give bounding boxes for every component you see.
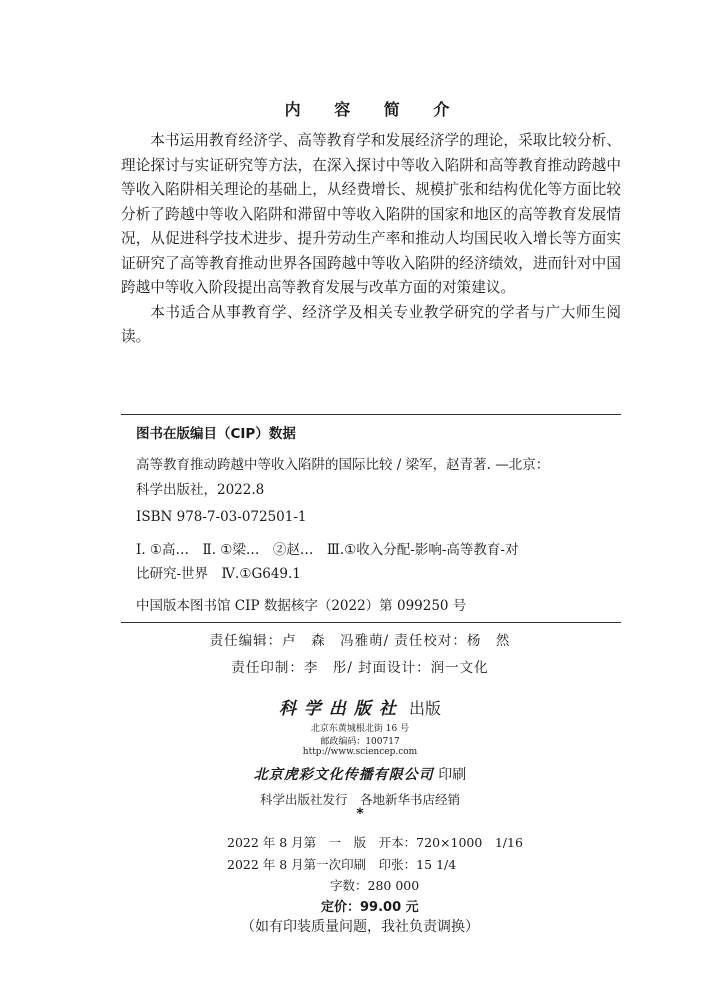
cip-entry-line-1: 高等教育推动跨越中等收入陷阱的国际比较 / 梁军，赵青著. —北京： xyxy=(136,457,550,473)
distribution-line: 科学出版社发行 各地新华书店经销 xyxy=(259,792,460,807)
publisher-url: http://www.sciencep.com xyxy=(302,747,418,757)
price: 定价：99.00 元 xyxy=(321,900,419,915)
cip-entry-line-2: 科学出版社，2022.8 xyxy=(136,482,265,498)
printer-line xyxy=(0,764,720,784)
credits-line-1: 责任编辑：卢 森 冯雅萌/ 责任校对：杨 然 xyxy=(209,633,511,649)
divider-bottom xyxy=(121,622,621,623)
publisher-address: 北京东黄城根北街 16 号 xyxy=(310,724,410,734)
publisher-line xyxy=(0,694,720,719)
publisher-postcode: 邮政编码：100717 xyxy=(320,737,400,747)
publisher-name: 科学出版社 xyxy=(278,699,404,719)
quality-notice: （如有印装质量问题，我社负责调换） xyxy=(241,919,479,935)
cip-isbn: ISBN 978-7-03-072501-1 xyxy=(136,509,307,525)
printer-name: 北京虎彩文化传播有限公司 xyxy=(253,767,434,783)
credits-line-2: 责任印制：李 彤/ 封面设计：润一文化 xyxy=(231,660,489,676)
separator-star: * xyxy=(356,806,364,822)
cip-subject-line-1: Ⅰ. ①高… Ⅱ. ①梁… ②赵… Ⅲ.①收入分配-影响-高等教育-对 xyxy=(136,542,519,558)
cip-verification: 中国版本图书馆 CIP 数据核字（2022）第 099250 号 xyxy=(136,598,467,614)
printing-line: 2022 年 8 月第一次印刷 印张：15 1/4 xyxy=(227,857,457,872)
intro-paragraph-2: 本书适合从事教育学、经济学及相关专业教学研究的学者与广大师生阅读。 xyxy=(121,303,621,345)
publisher-suffix: 出版 xyxy=(409,699,442,718)
printer-suffix: 印刷 xyxy=(438,767,467,783)
cip-subject-line-2: 比研究-世界 Ⅳ.①G649.1 xyxy=(136,566,301,582)
intro-paragraph-1: 本书运用教育经济学、高等教育学和发展经济学的理论，采取比较分析、理论探讨与实证研究等方法，在深入探讨中等收入陷阱和高等教育推动跨越中等收入陷阱相关理论的基础上，从经费增长、规模扩张和结构优化等方面比较分析了跨越中等收入陷阱和滞留中等收入陷阱的国家和地区的高等教育发展情况，从促进科学技术进步、提升劳动生产率和推动人均国民收入增长等方面实证研究了高等教育推动世界各国跨越中等收入陷阱的经济绩效，进而针对中国跨越中等收入阶段提出高等教育发展与改革方面的对策建议。 xyxy=(121,132,621,296)
cip-heading: 图书在版编目（CIP）数据 xyxy=(136,426,296,442)
intro-section xyxy=(121,129,621,350)
edition-line: 2022 年 8 月第 一 版 开本：720×1000 1/16 xyxy=(227,835,523,850)
divider-top xyxy=(121,414,621,415)
word-count: 字数：280 000 xyxy=(330,878,420,893)
page-title: 内 容 简 介 xyxy=(284,100,464,119)
